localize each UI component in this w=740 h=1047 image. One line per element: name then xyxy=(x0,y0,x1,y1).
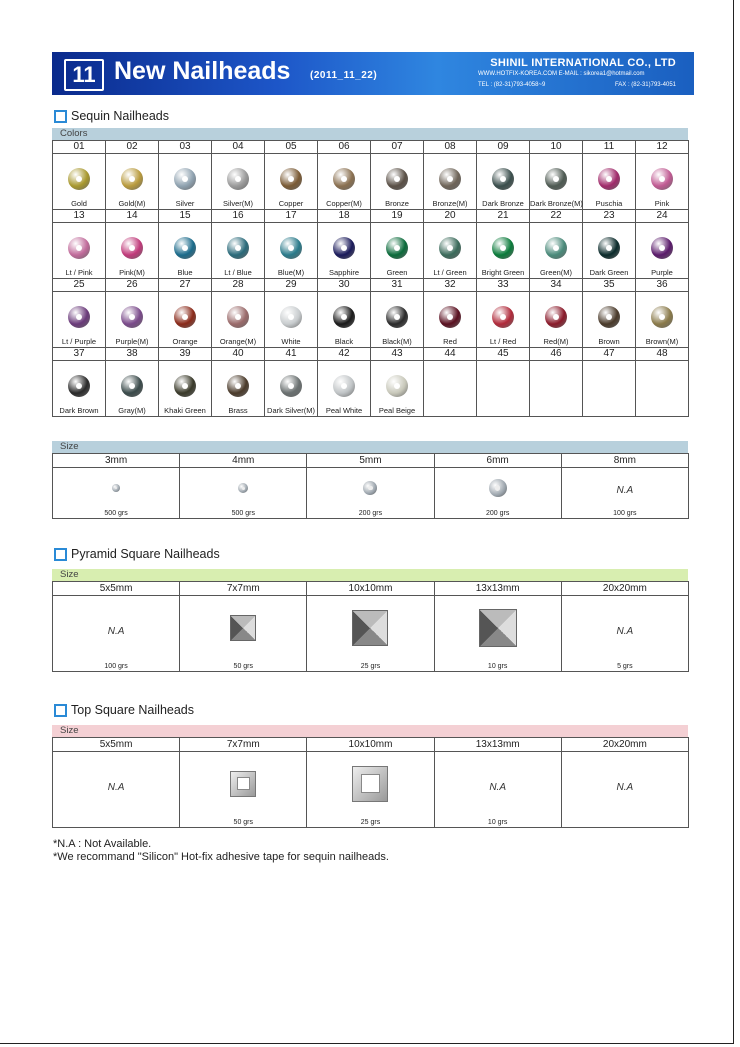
color-number: 07 xyxy=(371,141,424,154)
size-label: 13x13mm xyxy=(434,738,561,752)
color-swatch-cell xyxy=(477,223,530,279)
color-label: Peal White xyxy=(325,406,363,415)
size-label: 5x5mm xyxy=(53,582,180,596)
weight-label: 25 grs xyxy=(360,663,381,670)
color-label: Lt / Green xyxy=(433,268,467,277)
color-swatch-cell xyxy=(424,223,477,279)
sequin-disc xyxy=(280,375,302,397)
color-number: 45 xyxy=(477,348,530,361)
color-swatch-cell xyxy=(583,361,636,417)
color-label: Dark Brown xyxy=(59,406,99,415)
sequin-disc xyxy=(651,306,673,328)
topsquare-title-text: Top Square Nailheads xyxy=(71,703,194,717)
size-label: 5x5mm xyxy=(53,738,180,752)
sequin-title-text: Sequin Nailheads xyxy=(71,109,169,123)
pyramid-sample xyxy=(230,615,256,641)
color-number: 48 xyxy=(636,348,689,361)
color-label: Peal Beige xyxy=(378,406,416,415)
weight-label: 10 grs xyxy=(487,819,508,826)
sequin-disc xyxy=(333,306,355,328)
color-swatch-cell xyxy=(106,223,159,279)
size-label: 8mm xyxy=(561,454,688,468)
color-label: Dark Bronze(M) xyxy=(530,199,583,208)
color-label: Red(M) xyxy=(543,337,569,346)
sequin-disc xyxy=(386,237,408,259)
color-label: Green(M) xyxy=(539,268,573,277)
size-label: 7x7mm xyxy=(180,582,307,596)
company-web-email: WWW.HOTFIX-KOREA.COM E-MAIL : sikorea1@hotmail.com xyxy=(478,71,645,77)
color-number: 42 xyxy=(318,348,371,361)
weight-label: 10 grs xyxy=(487,663,508,670)
color-number-row xyxy=(53,210,689,223)
color-number: 12 xyxy=(636,141,689,154)
top-square-sample xyxy=(352,766,388,802)
color-swatch-cell xyxy=(530,223,583,279)
color-swatch-cell xyxy=(53,361,106,417)
catalog-title: New Nailheads xyxy=(114,57,291,85)
color-number-row xyxy=(53,141,689,154)
size-header-row xyxy=(53,582,689,596)
color-label: Silver(M) xyxy=(223,199,253,208)
color-swatch-cell xyxy=(371,154,424,210)
weight-label: 500 grs xyxy=(104,510,128,517)
color-swatch-cell xyxy=(477,292,530,348)
color-number: 01 xyxy=(53,141,106,154)
size-label: 13x13mm xyxy=(434,582,561,596)
color-label: Black xyxy=(334,337,354,346)
sequin-disc xyxy=(598,237,620,259)
color-number: 36 xyxy=(636,279,689,292)
color-label: Pink xyxy=(654,199,670,208)
na-text: N.A xyxy=(616,485,634,496)
color-swatch-cell xyxy=(530,361,583,417)
color-swatch-cell xyxy=(583,292,636,348)
color-swatch-cell xyxy=(212,154,265,210)
size-sample-cell xyxy=(434,752,561,828)
color-label: Bronze xyxy=(385,199,409,208)
color-label: Gold(M) xyxy=(118,199,146,208)
size-label: 10x10mm xyxy=(307,582,434,596)
color-swatch-row xyxy=(53,223,689,279)
sequin-colors-table xyxy=(52,140,689,417)
color-label: Gold xyxy=(71,199,87,208)
section-bullet-icon xyxy=(54,704,67,717)
sequin-disc xyxy=(280,237,302,259)
sequin-sample xyxy=(112,484,120,492)
color-swatch-cell xyxy=(371,361,424,417)
color-swatch-cell xyxy=(159,223,212,279)
catalog-number: 11 xyxy=(64,59,104,91)
weight-label: 200 grs xyxy=(358,510,383,517)
note-tape: *We recommand "Silicon" Hot-fix adhesive tape for sequin nailheads. xyxy=(53,851,389,863)
na-text: N.A xyxy=(489,781,506,793)
notes xyxy=(53,838,389,864)
color-label: Silver xyxy=(175,199,195,208)
size-label: 5mm xyxy=(307,454,434,468)
color-number: 13 xyxy=(53,210,106,223)
color-label: Dark Silver(M) xyxy=(267,406,315,415)
color-number: 27 xyxy=(159,279,212,292)
sequin-disc xyxy=(333,237,355,259)
color-swatch-cell xyxy=(212,223,265,279)
color-swatch-cell xyxy=(424,292,477,348)
color-number: 26 xyxy=(106,279,159,292)
color-number: 09 xyxy=(477,141,530,154)
sequin-disc xyxy=(121,168,143,190)
color-label: Brass xyxy=(228,406,248,415)
color-swatch-cell xyxy=(106,292,159,348)
sequin-disc xyxy=(227,168,249,190)
color-number: 35 xyxy=(583,279,636,292)
color-number: 25 xyxy=(53,279,106,292)
color-label: Blue xyxy=(177,268,193,277)
size-sample-cell xyxy=(561,596,688,672)
color-swatch-cell xyxy=(583,154,636,210)
color-number: 31 xyxy=(371,279,424,292)
color-label: Pink(M) xyxy=(119,268,145,277)
sequin-disc xyxy=(68,168,90,190)
size-header-row xyxy=(53,738,689,752)
sequin-disc xyxy=(227,237,249,259)
sequin-sample xyxy=(489,479,507,497)
color-label: Green xyxy=(386,268,408,277)
color-swatch-cell xyxy=(477,154,530,210)
color-label: Purple(M) xyxy=(115,337,149,346)
weight-label: 100 grs xyxy=(104,663,128,670)
color-label: Black(M) xyxy=(382,337,412,346)
section-bullet-icon xyxy=(54,110,67,123)
color-swatch-cell xyxy=(530,154,583,210)
color-swatch-cell xyxy=(424,154,477,210)
color-swatch-cell xyxy=(265,223,318,279)
color-number: 33 xyxy=(477,279,530,292)
color-label: Red xyxy=(443,337,457,346)
sequin-disc xyxy=(439,306,461,328)
color-label: Orange(M) xyxy=(219,337,257,346)
color-swatch-cell xyxy=(318,223,371,279)
color-number-row xyxy=(53,279,689,292)
color-label: Copper(M) xyxy=(326,199,362,208)
color-label: Bright Green xyxy=(481,268,525,277)
color-number: 29 xyxy=(265,279,318,292)
weight-label: 25 grs xyxy=(360,819,381,826)
pyramid-sample xyxy=(352,610,388,646)
color-swatch-cell xyxy=(53,292,106,348)
color-swatch-cell xyxy=(106,154,159,210)
sequin-disc xyxy=(492,306,514,328)
color-number: 08 xyxy=(424,141,477,154)
weight-label: 50 grs xyxy=(233,663,254,670)
color-label: Bronze(M) xyxy=(432,199,468,208)
size-sample-row xyxy=(53,596,689,672)
topsquare-size-table xyxy=(52,737,689,828)
color-swatch-cell xyxy=(159,361,212,417)
color-number-row xyxy=(53,348,689,361)
topsquare-size-bar: Size xyxy=(52,725,688,737)
size-sample-cell xyxy=(561,468,688,519)
color-swatch-cell xyxy=(636,361,689,417)
color-number: 38 xyxy=(106,348,159,361)
sequin-disc xyxy=(386,306,408,328)
color-swatch-cell xyxy=(159,154,212,210)
color-label: Dark Bronze xyxy=(482,199,524,208)
size-sample-cell xyxy=(180,468,307,519)
sequin-size-table xyxy=(52,453,689,519)
size-sample-cell xyxy=(180,596,307,672)
size-label: 10x10mm xyxy=(307,738,434,752)
weight-label: 50 grs xyxy=(233,819,254,826)
size-sample-cell xyxy=(53,596,180,672)
sequin-disc xyxy=(227,306,249,328)
color-label: Lt / Red xyxy=(489,337,517,346)
color-number: 10 xyxy=(530,141,583,154)
color-label: Copper xyxy=(278,199,304,208)
size-sample-cell xyxy=(434,596,561,672)
color-label: Lt / Pink xyxy=(65,268,93,277)
color-number: 06 xyxy=(318,141,371,154)
color-swatch-cell xyxy=(424,361,477,417)
size-sample-cell xyxy=(307,752,434,828)
sequin-disc xyxy=(598,306,620,328)
color-number: 14 xyxy=(106,210,159,223)
sequin-disc xyxy=(439,168,461,190)
weight-label: 100 grs xyxy=(613,510,637,517)
color-label: White xyxy=(281,337,301,346)
size-label: 20x20mm xyxy=(561,582,688,596)
size-header-row xyxy=(53,454,689,468)
size-sample-row xyxy=(53,752,689,828)
color-swatch-cell xyxy=(530,292,583,348)
sequin-disc xyxy=(68,306,90,328)
sequin-disc xyxy=(333,168,355,190)
color-number: 05 xyxy=(265,141,318,154)
sequin-disc xyxy=(174,375,196,397)
size-label: 6mm xyxy=(434,454,561,468)
sequin-disc xyxy=(545,237,567,259)
size-sample-row xyxy=(53,468,689,519)
color-label: Orange xyxy=(172,337,198,346)
na-text: N.A xyxy=(616,625,634,637)
color-number: 23 xyxy=(583,210,636,223)
color-swatch-cell xyxy=(318,292,371,348)
color-number: 16 xyxy=(212,210,265,223)
sequin-size-bar: Size xyxy=(52,441,688,453)
size-sample-cell xyxy=(307,468,434,519)
color-label: Brown xyxy=(598,337,620,346)
color-number: 20 xyxy=(424,210,477,223)
color-swatch-row xyxy=(53,154,689,210)
size-sample-cell xyxy=(307,596,434,672)
company-fax: FAX : (82-31)793-4051 xyxy=(614,82,676,88)
sequin-sample xyxy=(238,483,248,493)
color-label: Sapphire xyxy=(328,268,360,277)
size-sample-cell xyxy=(180,752,307,828)
weight-label: 5 grs xyxy=(617,663,633,670)
sequin-disc xyxy=(333,375,355,397)
color-swatch-cell xyxy=(371,223,424,279)
color-label: Blue(M) xyxy=(277,268,305,277)
color-label: Lt / Purple xyxy=(61,337,97,346)
pyramid-title-text: Pyramid Square Nailheads xyxy=(71,547,220,561)
size-label: 20x20mm xyxy=(561,738,688,752)
color-number: 03 xyxy=(159,141,212,154)
size-sample-cell xyxy=(53,468,180,519)
color-number: 39 xyxy=(159,348,212,361)
color-number: 46 xyxy=(530,348,583,361)
sequin-disc xyxy=(280,168,302,190)
color-label: Dark Green xyxy=(589,268,629,277)
color-swatch-cell xyxy=(106,361,159,417)
color-number: 19 xyxy=(371,210,424,223)
sequin-disc xyxy=(174,306,196,328)
pyramid-size-table xyxy=(52,581,689,672)
color-swatch-cell xyxy=(53,154,106,210)
color-swatch-cell xyxy=(477,361,530,417)
sequin-disc xyxy=(598,168,620,190)
sequin-disc xyxy=(651,168,673,190)
pyramid-section-title xyxy=(54,547,220,561)
colors-bar: Colors xyxy=(52,128,688,140)
color-swatch-cell xyxy=(371,292,424,348)
sequin-disc xyxy=(386,168,408,190)
color-swatch-cell xyxy=(212,292,265,348)
company-name: SHINIL INTERNATIONAL CO., LTD xyxy=(490,57,676,69)
page-header xyxy=(52,52,694,95)
pyramid-sample xyxy=(479,609,517,647)
color-number: 28 xyxy=(212,279,265,292)
color-number: 15 xyxy=(159,210,212,223)
sequin-disc xyxy=(280,306,302,328)
color-swatch-cell xyxy=(636,292,689,348)
color-number: 17 xyxy=(265,210,318,223)
color-label: Puschia xyxy=(595,199,623,208)
size-label: 7x7mm xyxy=(180,738,307,752)
sequin-disc xyxy=(227,375,249,397)
color-swatch-cell xyxy=(583,223,636,279)
color-number: 24 xyxy=(636,210,689,223)
sequin-sample xyxy=(363,481,377,495)
na-text: N.A xyxy=(107,781,125,793)
color-label: Gray(M) xyxy=(118,406,146,415)
color-label: Lt / Blue xyxy=(224,268,252,277)
sequin-disc xyxy=(439,237,461,259)
color-number: 44 xyxy=(424,348,477,361)
color-swatch-cell xyxy=(265,154,318,210)
color-swatch-cell xyxy=(159,292,212,348)
sequin-disc xyxy=(492,237,514,259)
color-number: 41 xyxy=(265,348,318,361)
na-text: N.A xyxy=(107,625,125,637)
color-number: 21 xyxy=(477,210,530,223)
color-number: 43 xyxy=(371,348,424,361)
note-na: *N.A : Not Available. xyxy=(53,838,152,850)
size-label: 3mm xyxy=(53,454,180,468)
color-number: 22 xyxy=(530,210,583,223)
size-label: 4mm xyxy=(180,454,307,468)
color-number: 37 xyxy=(53,348,106,361)
color-number: 47 xyxy=(583,348,636,361)
color-swatch-row xyxy=(53,292,689,348)
na-text: N.A xyxy=(616,781,634,793)
color-label: Purple xyxy=(651,268,673,277)
color-swatch-cell xyxy=(636,154,689,210)
sequin-disc xyxy=(68,375,90,397)
pyramid-size-bar: Size xyxy=(52,569,688,581)
color-label: Brown(M) xyxy=(645,337,679,346)
sequin-disc xyxy=(121,237,143,259)
color-number: 04 xyxy=(212,141,265,154)
size-sample-cell xyxy=(434,468,561,519)
size-sample-cell xyxy=(561,752,688,828)
sequin-disc xyxy=(386,375,408,397)
color-swatch-cell xyxy=(265,292,318,348)
color-label: Khaki Green xyxy=(164,406,206,415)
color-number: 18 xyxy=(318,210,371,223)
weight-label: 200 grs xyxy=(485,510,510,517)
color-swatch-cell xyxy=(53,223,106,279)
color-swatch-cell xyxy=(636,223,689,279)
color-number: 32 xyxy=(424,279,477,292)
topsquare-section-title xyxy=(54,703,194,717)
top-square-sample xyxy=(230,771,256,797)
sequin-disc xyxy=(174,168,196,190)
company-tel: TEL : (82-31)793-4058~9 xyxy=(478,82,546,88)
size-sample-cell xyxy=(53,752,180,828)
color-swatch-cell xyxy=(318,154,371,210)
color-number: 40 xyxy=(212,348,265,361)
color-swatch-cell xyxy=(318,361,371,417)
color-swatch-cell xyxy=(212,361,265,417)
sequin-section-title xyxy=(54,109,169,123)
sequin-disc xyxy=(545,168,567,190)
color-number: 02 xyxy=(106,141,159,154)
catalog-date: (2011_11_22) xyxy=(310,70,378,81)
color-number: 11 xyxy=(583,141,636,154)
sequin-disc xyxy=(121,306,143,328)
color-number: 30 xyxy=(318,279,371,292)
color-number: 34 xyxy=(530,279,583,292)
color-swatch-cell xyxy=(265,361,318,417)
section-bullet-icon xyxy=(54,548,67,561)
sequin-disc xyxy=(68,237,90,259)
sequin-disc xyxy=(492,168,514,190)
color-swatch-row xyxy=(53,361,689,417)
sequin-disc xyxy=(545,306,567,328)
sequin-disc xyxy=(121,375,143,397)
sequin-disc xyxy=(651,237,673,259)
sequin-disc xyxy=(174,237,196,259)
weight-label: 500 grs xyxy=(231,510,255,517)
